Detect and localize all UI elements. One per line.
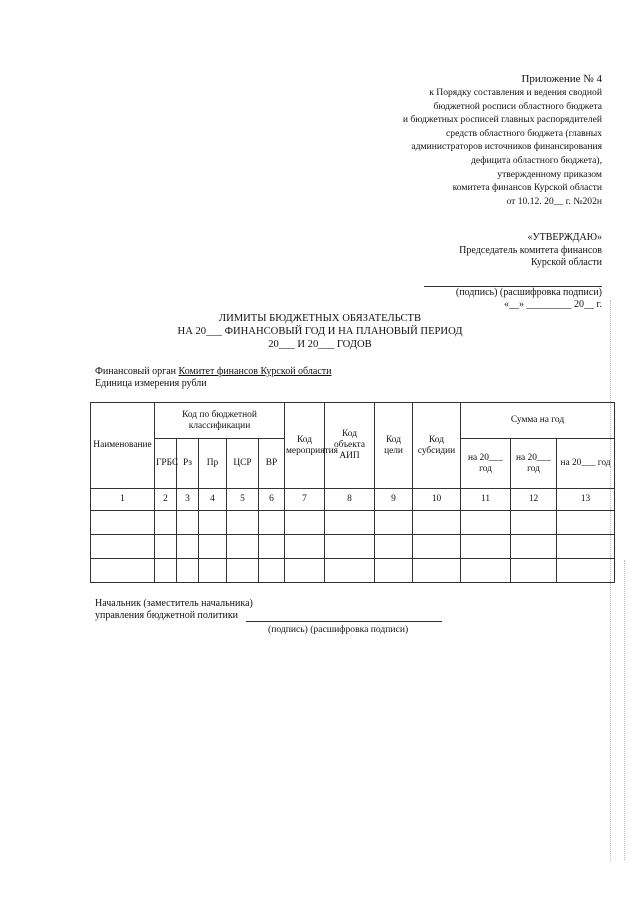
footer-line2: управления бюджетной политики [95, 610, 239, 621]
column-number: 6 [259, 489, 285, 511]
header-year: на 20___ год [557, 439, 615, 489]
header-aip: Код объекта АИП [325, 403, 375, 489]
column-number: 11 [461, 489, 511, 511]
appendix-line: к Порядку составления и ведения сводной [429, 87, 602, 98]
appendix-line: утвержденному приказом [497, 168, 602, 180]
appendix-line: администраторов источников финансирования [411, 141, 602, 153]
header-event: Код мероприятия [285, 403, 325, 489]
fin-org-label: Финансовый орган [95, 366, 177, 377]
header-sum: Сумма на год [461, 403, 615, 439]
title-line: 20___ И 20___ ГОДОВ [268, 338, 372, 350]
header-vr: ВР [259, 439, 285, 489]
fin-org-value: Комитет финансов Курской области [178, 366, 332, 377]
table-row [91, 535, 615, 559]
header-grbs: ГРБС [155, 439, 177, 489]
column-number: 10 [413, 489, 461, 511]
header-goal: Код цели [375, 403, 413, 489]
title-line: ЛИМИТЫ БЮДЖЕТНЫХ ОБЯЗАТЕЛЬСТВ [218, 313, 422, 324]
unit-label: Единица измерения рубли [95, 378, 207, 389]
limits-table [90, 402, 615, 583]
header-name: Наименование [91, 403, 155, 489]
appendix-line: бюджетной росписи областного бюджета [433, 100, 602, 112]
scan-artifact [624, 560, 625, 860]
signature-caption: (подпись) (расшифровка подписи) [455, 286, 602, 298]
header-year: на 20___ год [511, 439, 557, 489]
column-number: 4 [199, 489, 227, 511]
signature-line [424, 274, 602, 287]
footer-line1: Начальник (заместитель начальника) [95, 598, 253, 609]
footer-block [95, 598, 442, 622]
column-number: 5 [227, 489, 259, 511]
approval-label: «УТВЕРЖДАЮ» [527, 232, 602, 243]
approval-date: «__» _________ 20__ г. [504, 299, 602, 310]
appendix-line: дефицита областного бюджета), [471, 154, 602, 166]
approval-position: Председатель комитета финансов [459, 244, 602, 256]
appendix-block [330, 72, 602, 208]
header-year: на 20___ год [461, 439, 511, 489]
header-subsidy: Код субсидии [413, 403, 461, 489]
appendix-line: комитета финансов Курской области [452, 182, 602, 194]
header-budget-class: Код по бюджетной классификации [155, 403, 285, 439]
scan-artifact [610, 300, 611, 860]
appendix-line: средств областного бюджета (главных [446, 127, 602, 139]
order-line: от 10.12. 20__ г. №202н [506, 195, 602, 207]
approval-block [380, 232, 602, 312]
header-rz: Рз [177, 439, 199, 489]
header-pr: Пр [199, 439, 227, 489]
column-number: 1 [91, 489, 155, 511]
appendix-title: Приложение № 4 [521, 73, 602, 85]
table-row [91, 559, 615, 583]
table-row [91, 511, 615, 535]
column-number: 9 [375, 489, 413, 511]
approval-org: Курской области [531, 257, 602, 268]
column-number: 2 [155, 489, 177, 511]
document-title [150, 313, 490, 351]
header-csr: ЦСР [227, 439, 259, 489]
meta-block [95, 366, 331, 390]
column-number: 12 [511, 489, 557, 511]
column-number: 3 [177, 489, 199, 511]
column-number-row [91, 489, 615, 511]
column-number: 13 [557, 489, 615, 511]
appendix-line: и бюджетных росписей главных распорядителей [402, 114, 602, 126]
column-number: 8 [325, 489, 375, 511]
footer-signature-line [246, 611, 442, 622]
title-line: НА 20___ ФИНАНСОВЫЙ ГОД И НА ПЛАНОВЫЙ ПЕРИОД [177, 325, 463, 337]
column-number: 7 [285, 489, 325, 511]
footer-caption: (подпись) (расшифровка подписи) [268, 624, 409, 635]
